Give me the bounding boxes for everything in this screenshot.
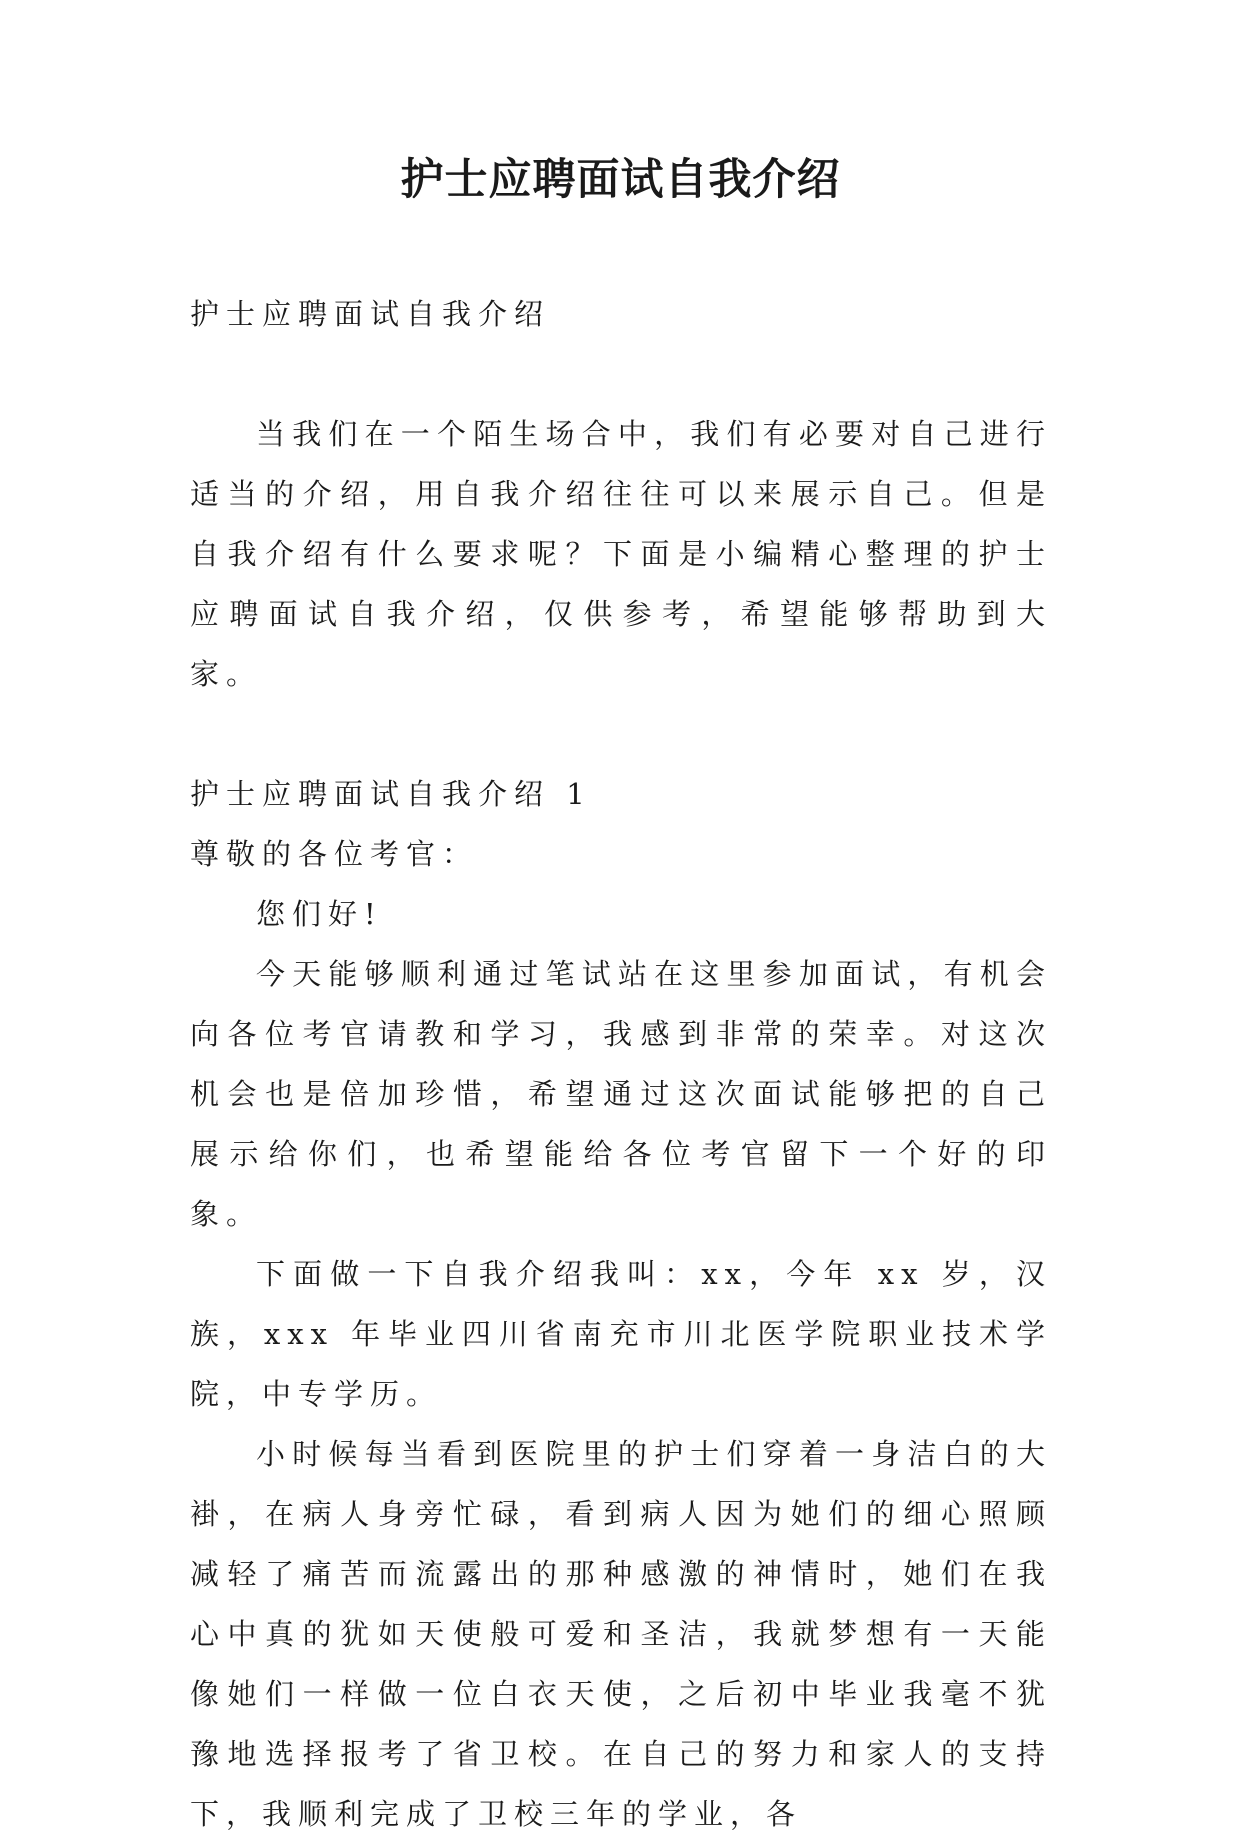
salutation: 尊敬的各位考官： <box>190 837 479 871</box>
section-heading: 护士应聘面试自我介绍 1 <box>190 777 592 811</box>
document-title: 护士应聘面试自我介绍 <box>400 155 841 205</box>
paragraph-gap <box>190 344 1052 404</box>
intro-paragraph: 当我们在一个陌生场合中，我们有必要对自己进行适当的介绍，用自我介绍往往可以来展示自己。但是自我介绍有什么要求呢？下面是小编精心整理的护士应聘面试自我介绍，仅供参考，希望能够帮助到大家。 <box>190 417 1052 691</box>
body-paragraph-3: 小时候每当看到医院里的护士们穿着一身洁白的大褂，在病人身旁忙碌，看到病人因为她们的细心照顾减轻了痛苦而流露出的那种感激的神情时，她们在我心中真的犹如天使般可爱和圣洁，我就梦想有一天能像她们一样做一位白衣天使，之后初中毕业我毫不犹豫地选择报考了省卫校。在自己的努力和家人的支持下，我顺利完成了卫校三年的学业，各 <box>190 1437 1052 1831</box>
document-subtitle: 护士应聘面试自我介绍 <box>190 297 551 331</box>
document-body <box>190 284 1052 1844</box>
paragraph-gap <box>190 704 1052 764</box>
greeting: 您们好! <box>256 897 383 931</box>
body-paragraph-1: 今天能够顺利通过笔试站在这里参加面试，有机会向各位考官请教和学习，我感到非常的荣幸。对这次机会也是倍加珍惜，希望通过这次面试能够把的自己展示给你们，也希望能给各位考官留下一个好的印象。 <box>190 957 1052 1231</box>
body-paragraph-2: 下面做一下自我介绍我叫：xx，今年 xx 岁，汉族，xxx 年毕业四川省南充市川北医学院职业技术学院，中专学历。 <box>190 1257 1052 1411</box>
